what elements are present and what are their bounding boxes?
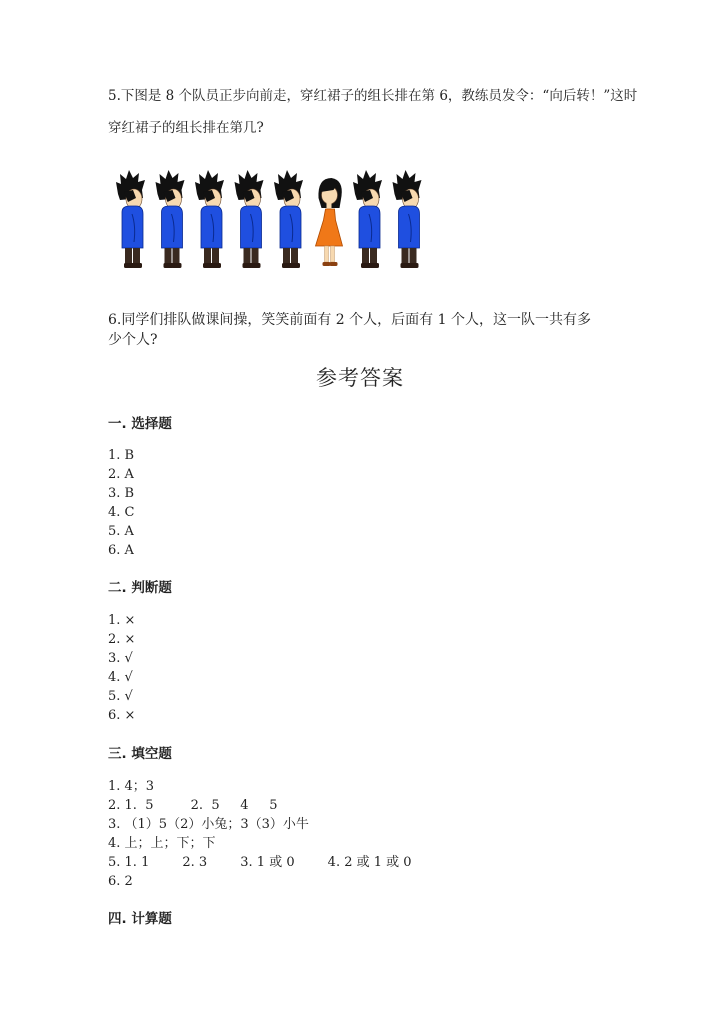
answer-item: 6. A	[108, 543, 134, 558]
team-member-figure	[393, 170, 422, 268]
answer-list-fill-blank	[108, 777, 412, 891]
answer-item: 1. ×	[108, 613, 136, 628]
answer-list-judgement	[108, 611, 135, 725]
answer-item: 3. √	[108, 651, 133, 666]
answer-item: 3. B	[108, 486, 135, 501]
answers-title: 参考答案	[316, 366, 404, 390]
answer-list-choice	[108, 446, 134, 560]
section-heading-calculation: 四. 计算题	[108, 911, 172, 927]
question-5-line-1: 5.下图是 8 个队员正步向前走，穿红裙子的组长排在第 6，教练员发令：“向后转！”这时	[108, 88, 638, 104]
team-member-figure	[195, 170, 224, 268]
answer-item: 2. A	[108, 467, 134, 482]
answer-item: 4. 上；上；下；下	[108, 836, 216, 851]
section-heading-choice: 一. 选择题	[108, 416, 172, 432]
answer-item: 3. （1）5（2）小兔；3（3）小牛	[108, 817, 309, 832]
team-member-figure	[116, 170, 145, 268]
team-member-figure	[156, 170, 185, 268]
team-member-figure	[235, 170, 264, 268]
answer-item: 2. ×	[108, 632, 136, 647]
marching-team-figure	[108, 168, 426, 272]
question-5-line-2: 穿红裙子的组长排在第几?	[108, 120, 264, 136]
question-6-line-1: 6.同学们排队做课间操，笑笑前面有 2 个人，后面有 1 个人，这一队一共有多	[108, 312, 591, 328]
answer-item: 1. B	[108, 448, 135, 463]
question-6-line-2: 少个人?	[108, 332, 158, 348]
team-member-figure	[353, 170, 382, 268]
answer-item: 5. 1. 1 2. 3 3. 1 或 0 4. 2 或 1 或 0	[108, 855, 412, 870]
answer-item: 4. √	[108, 670, 133, 685]
team-member-figure	[274, 170, 303, 268]
section-heading-fill-blank: 三. 填空题	[108, 746, 172, 762]
leader-figure	[316, 178, 343, 266]
answer-item: 5. A	[108, 524, 134, 539]
answer-item: 1. 4；3	[108, 779, 155, 794]
answer-item: 5. √	[108, 689, 133, 704]
answer-item: 6. ×	[108, 708, 136, 723]
answer-item: 4. C	[108, 505, 135, 520]
answer-item: 2. 1. 5 2. 5 4 5	[108, 798, 278, 813]
section-heading-judgement: 二. 判断题	[108, 580, 172, 596]
answer-item: 6. 2	[108, 874, 133, 889]
